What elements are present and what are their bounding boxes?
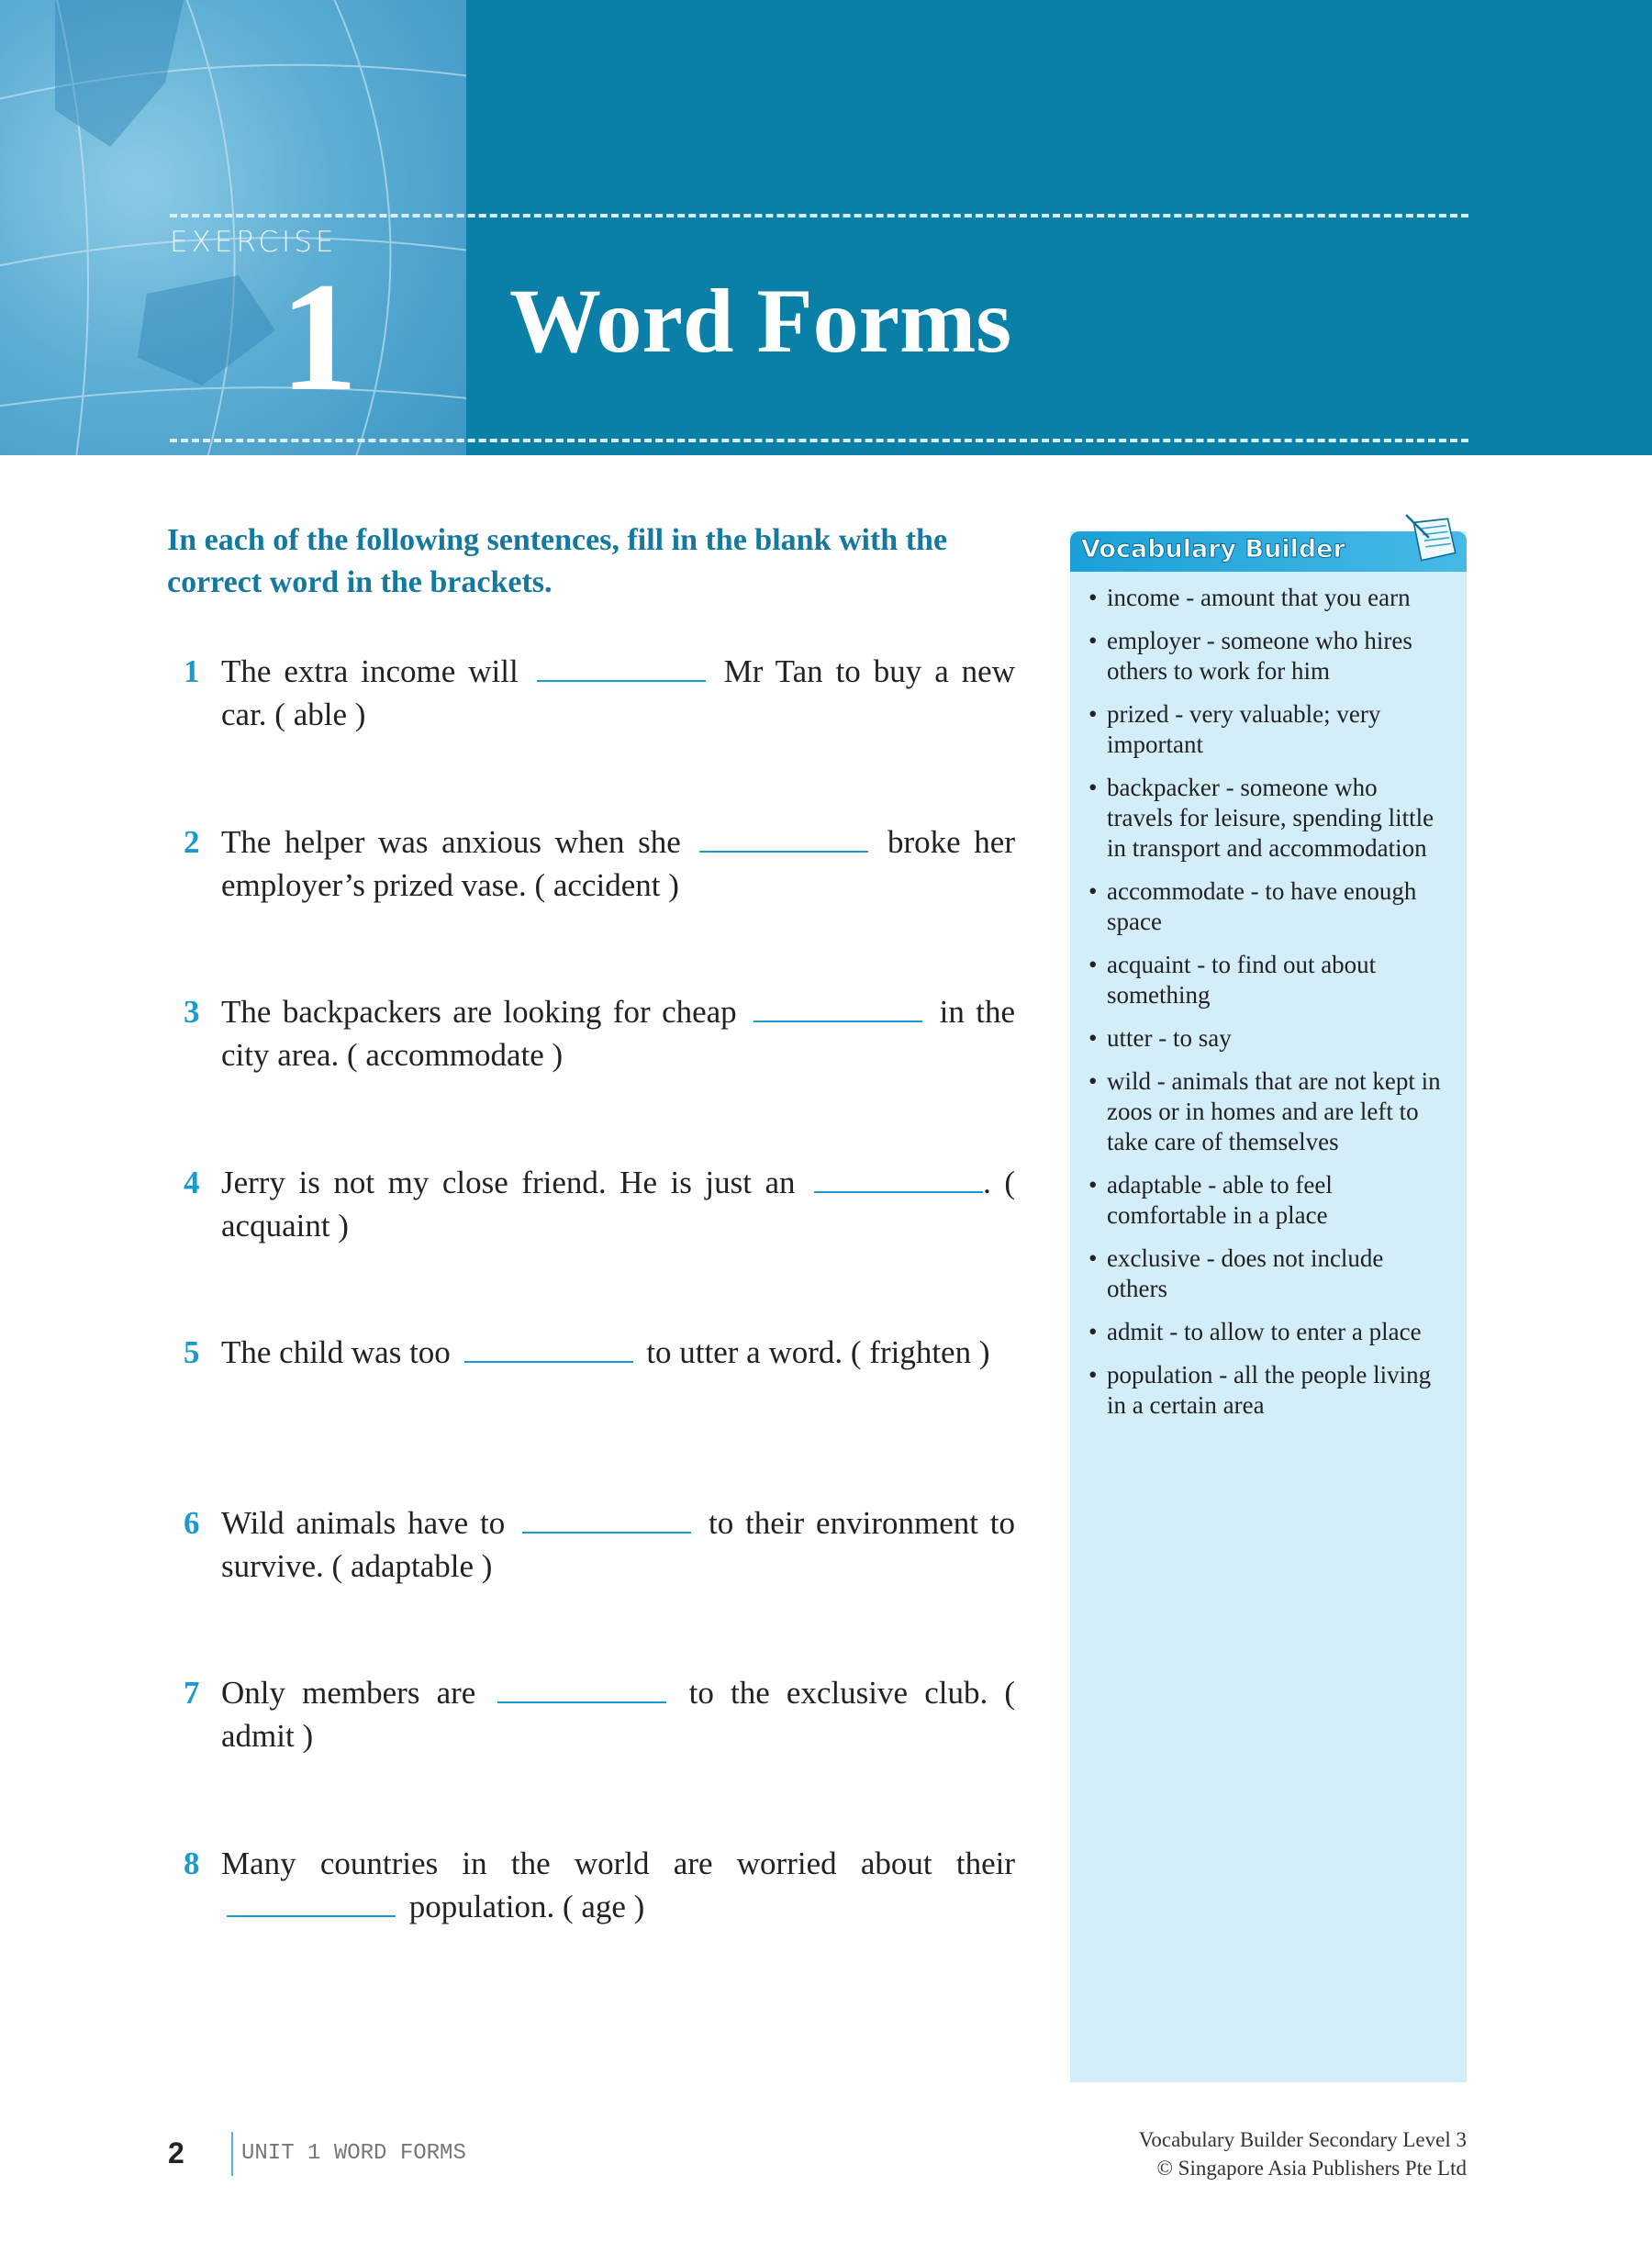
credit-line: Vocabulary Builder Secondary Level 3 — [1138, 2128, 1467, 2151]
unit-label: UNIT 1 WORD FORMS — [241, 2141, 466, 2166]
question-text-after: to the exclusive club. ( admit ) — [221, 1675, 1016, 1754]
answer-blank[interactable] — [522, 1506, 691, 1534]
answer-blank[interactable] — [227, 1890, 396, 1917]
question-text-after: population. ( age ) — [408, 1888, 645, 1924]
question-text — [221, 820, 1015, 907]
question-number: 3 — [184, 994, 200, 1030]
question-item — [184, 820, 1015, 907]
question-text — [221, 1501, 1015, 1588]
publisher-credit — [1139, 2125, 1467, 2182]
vocabulary-item: • adaptable - able to feel comfortable in a place — [1088, 1170, 1445, 1231]
instructions: In each of the following sentences, fill in the blank with the correct word in the brackets. — [167, 523, 948, 599]
answer-blank[interactable] — [464, 1335, 633, 1363]
vocabulary-item: • acquaint - to find out about something — [1088, 950, 1445, 1010]
question-text-before: Jerry is not my close friend. He is just an — [221, 1164, 796, 1200]
question-number: 5 — [184, 1334, 200, 1370]
question-item — [184, 1331, 1015, 1374]
vocabulary-item: • wild - animals that are not kept in zoos or in homes and are left to take care of themselves — [1088, 1066, 1445, 1157]
question-text-after: . ( acquaint ) — [221, 1164, 1015, 1244]
question-text — [221, 1671, 1015, 1757]
vocabulary-item: • exclusive - does not include others — [1088, 1244, 1445, 1304]
question-text-before: The backpackers are looking for cheap — [221, 994, 737, 1030]
dashed-divider — [170, 439, 1468, 442]
question-text — [221, 1331, 1015, 1374]
page-title: Word Forms — [509, 270, 1012, 372]
answer-blank[interactable] — [814, 1166, 983, 1193]
question-number: 8 — [184, 1845, 200, 1881]
vocabulary-item: • population - all the people living in a certain area — [1088, 1360, 1445, 1421]
page-number: 2 — [168, 2136, 184, 2169]
question-number: 2 — [184, 823, 200, 860]
scroll-paper-icon — [1402, 513, 1463, 570]
question-item — [184, 990, 1015, 1076]
vocabulary-item: • admit - to allow to enter a place — [1088, 1317, 1445, 1347]
question-number: 6 — [184, 1504, 200, 1541]
question-number: 4 — [184, 1164, 200, 1200]
vocabulary-item: • prized - very valuable; very important — [1088, 699, 1445, 760]
question-text-before: The helper was anxious when she — [221, 823, 681, 860]
question-text-before: Only members are — [221, 1675, 476, 1711]
question-text — [221, 650, 1015, 736]
vocabulary-item: • backpacker - someone who travels for leisure, spending little in transport and accommodation — [1088, 773, 1445, 864]
question-text-after: in the city area. ( accommodate ) — [221, 994, 1016, 1073]
answer-blank[interactable] — [497, 1676, 666, 1703]
question-text — [221, 1161, 1015, 1247]
question-item — [184, 1501, 1015, 1588]
question-number: 7 — [184, 1675, 200, 1711]
vocabulary-item: • income - amount that you earn — [1088, 583, 1445, 613]
question-text-after: to utter a word. ( frighten ) — [646, 1334, 990, 1370]
question-text-after: Mr Tan to buy a new car. ( able ) — [221, 653, 1015, 732]
question-text-before: The child was too — [221, 1334, 451, 1370]
vocabulary-builder-panel — [1070, 531, 1467, 2082]
question-text-after: broke her employer’s prized vase. ( accident ) — [221, 823, 1016, 903]
credit-line: © Singapore Asia Publishers Pte Ltd — [1156, 2157, 1467, 2180]
answer-blank[interactable] — [753, 995, 922, 1022]
exercise-number: 1 — [280, 251, 358, 423]
vocabulary-item: • employer - someone who hires others to work for him — [1088, 626, 1445, 686]
vocabulary-item: • utter - to say — [1088, 1023, 1445, 1054]
exercise-header — [0, 0, 1652, 455]
vocabulary-builder-title: Vocabulary Builder — [1081, 535, 1345, 563]
question-item — [184, 1671, 1015, 1757]
question-text-before: Many countries in the world are worried about their — [221, 1845, 1015, 1881]
footer-divider — [231, 2132, 233, 2176]
question-text-after: to their environment to survive. ( adaptable ) — [221, 1504, 1016, 1584]
question-item — [184, 1161, 1015, 1247]
vocabulary-list — [1070, 572, 1467, 1421]
question-item — [184, 1842, 1015, 1928]
answer-blank[interactable] — [537, 654, 706, 682]
question-text-before: Wild animals have to — [221, 1504, 506, 1541]
question-item — [184, 650, 1015, 736]
dashed-divider — [170, 214, 1468, 217]
exercise-label: EXERCISE — [170, 226, 338, 259]
question-number: 1 — [184, 653, 200, 689]
question-text — [221, 990, 1015, 1076]
question-text — [221, 1842, 1015, 1928]
question-text-before: The extra income will — [221, 653, 519, 689]
vocabulary-builder-header — [1070, 531, 1467, 572]
answer-blank[interactable] — [699, 825, 868, 853]
vocabulary-item: • accommodate - to have enough space — [1088, 876, 1445, 937]
